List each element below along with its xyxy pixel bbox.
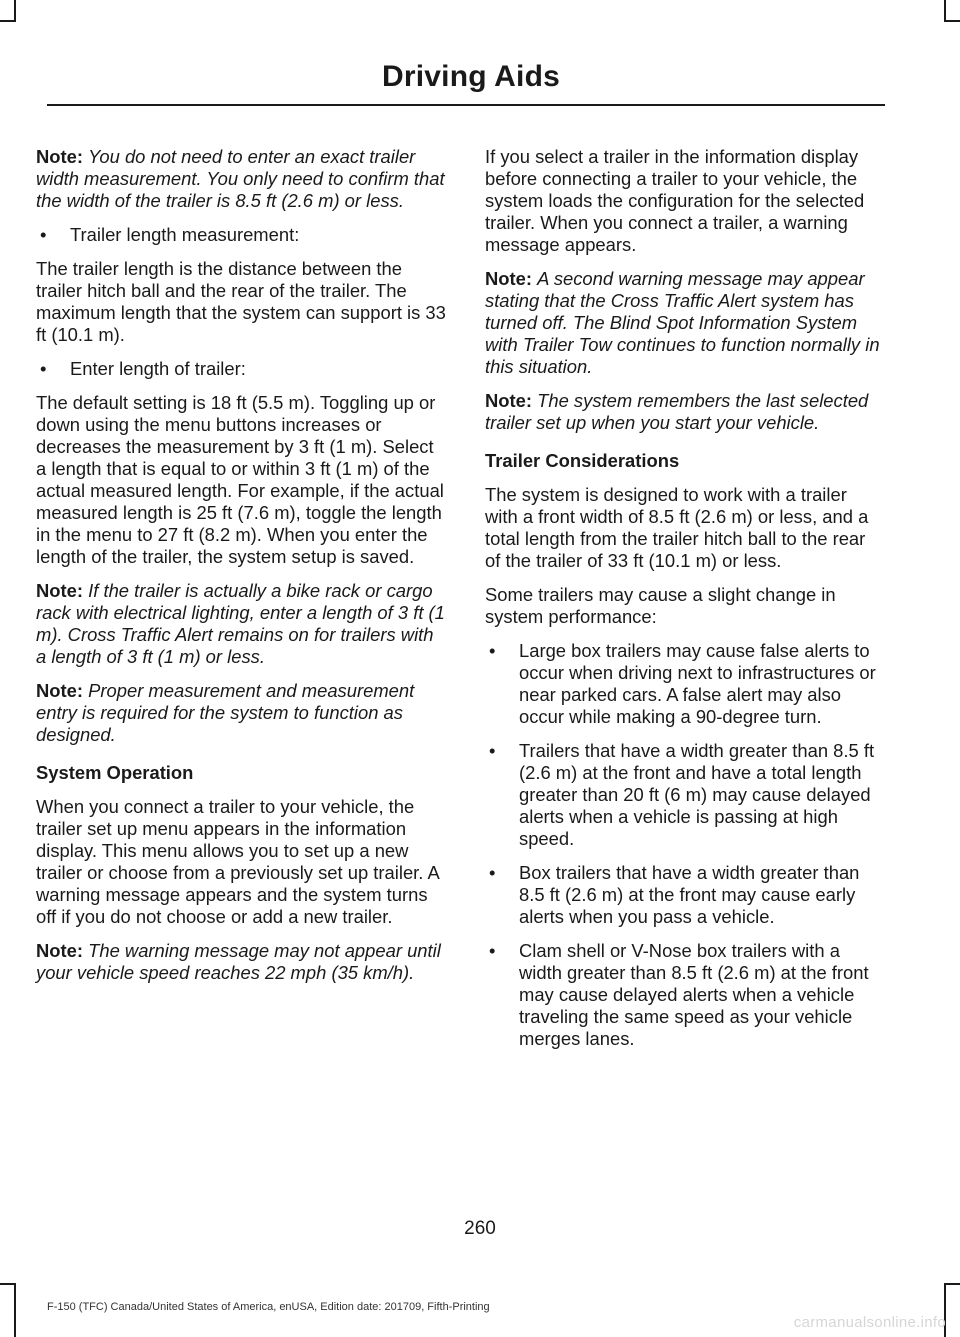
note-text: You do not need to enter an exact trailer width measurement. You only need to confirm that the width of the trailer is 8.5 ft (2.6 m) or less. <box>36 146 445 211</box>
crop-mark-top-left-h <box>0 20 16 22</box>
list-item-text: Trailers that have a width greater than 8.5 ft (2.6 m) at the front and have a total length greater than 20 ft (6 m) may cause delayed alerts when a vehicle is passing at high speed. <box>519 740 875 849</box>
bullet-glyph: • <box>489 940 496 961</box>
list-item <box>485 862 881 928</box>
note-label: Note: <box>36 940 83 961</box>
paragraph-trailer-length: The trailer length is the distance between the trailer hitch ball and the rear of the trailer. The maximum length that the system can support is 33 ft (10.1 m). <box>36 258 446 345</box>
paragraph-select-trailer: If you select a trailer in the information display before connecting a trailer to your vehicle, the system loads the configuration for the selected trailer. When you connect a trailer, a warning message appears. <box>485 146 865 255</box>
bullet-glyph: • <box>40 224 47 245</box>
bullet-glyph: • <box>489 640 496 661</box>
paragraph-system-operation: When you connect a trailer to your vehicle, the trailer set up menu appears in the information display. This menu allows you to set up a new trailer or choose from a previously set up trailer. A warning message appears and the system turns off if you do not choose or add a new trailer. <box>36 796 439 927</box>
bullet-glyph: • <box>489 740 496 761</box>
note-text: A second warning message may appear stating that the Cross Traffic Alert system has turned off. The Blind Spot Information System with Trailer Tow continues to function normally in this situation. <box>485 268 880 377</box>
page-number: 260 <box>464 1218 496 1239</box>
paragraph-default-setting: The default setting is 18 ft (5.5 m). Toggling up or down using the menu buttons increases or decreases the measurement by 3 ft (1 m). Select a length that is equal to or within 3 ft (1 m) of the actual measured length. For example, if the actual measured length is 25 ft (7.6 m), toggle the length in the menu to 27 ft (8.2 m). When you enter the length of the trailer, the system setup is saved. <box>36 392 444 567</box>
note-text: Proper measurement and measurement entry is required for the system to function as designed. <box>36 680 415 745</box>
list-item <box>485 940 881 1050</box>
footer-edition-info: F-150 (TFC) Canada/United States of America, enUSA, Edition date: 201709, Fifth-Printing <box>47 1301 490 1313</box>
bullet-glyph: • <box>489 862 496 883</box>
note-label: Note: <box>36 680 83 701</box>
note-label: Note: <box>36 146 83 167</box>
note-warning-speed <box>36 940 448 984</box>
list-item <box>485 740 881 850</box>
note-text: If the trailer is actually a bike rack or cargo rack with electrical lighting, enter a length of 3 ft (1 m). Cross Traffic Alert remains on for trailers with a length of 3 ft (1 m) or less. <box>36 580 445 667</box>
list-item-text: Trailer length measurement: <box>70 224 300 245</box>
list-item-text: Clam shell or V-Nose box trailers with a width greater than 8.5 ft (2.6 m) at the front may cause delayed alerts when a vehicle traveling the same speed as your vehicle merges lanes. <box>519 940 869 1049</box>
note-proper-measurement <box>36 680 448 746</box>
list-item-text: Large box trailers may cause false alerts to occur when driving next to infrastructures or near parked cars. A false alert may also occur while making a 90-degree turn. <box>519 640 876 727</box>
note-remembers-trailer <box>485 390 881 434</box>
note-bike-rack <box>36 580 448 668</box>
note-label: Note: <box>485 268 532 289</box>
note-second-warning <box>485 268 881 378</box>
crop-mark-bottom-left-h <box>0 1283 16 1285</box>
note-text: The system remembers the last selected trailer set up when you start your vehicle. <box>485 390 869 433</box>
list-item-text: Box trailers that have a width greater than 8.5 ft (2.6 m) at the front may cause early alerts when you pass a vehicle. <box>519 862 860 927</box>
left-column <box>36 146 448 996</box>
paragraph-designed-for: The system is designed to work with a trailer with a front width of 8.5 ft (2.6 m) or less, and a total length from the trailer hitch ball to the rear of the trailer of 33 ft (10.1 m) or less. <box>485 484 869 571</box>
crop-mark-bottom-left-v <box>14 1283 16 1337</box>
paragraph-some-trailers: Some trailers may cause a slight change in system performance: <box>485 584 836 627</box>
page-section-title: Driving Aids <box>382 60 560 93</box>
note-text: The warning message may not appear until your vehicle speed reaches 22 mph (35 km/h). <box>36 940 441 983</box>
note-label: Note: <box>36 580 83 601</box>
list-item <box>36 358 448 380</box>
watermark: carmanualsonline.info <box>793 1314 946 1331</box>
crop-mark-top-left-v <box>14 0 16 22</box>
bullet-glyph: • <box>40 358 47 379</box>
list-item <box>485 640 881 728</box>
list-item <box>36 224 448 246</box>
right-column <box>485 146 881 1062</box>
crop-mark-bottom-right-h <box>944 1283 960 1285</box>
crop-mark-top-right-h <box>944 20 960 22</box>
heading-system-operation: System Operation <box>36 762 194 783</box>
header-divider <box>47 104 885 106</box>
note-exact-width <box>36 146 448 212</box>
crop-mark-top-right-v <box>944 0 946 22</box>
list-item-text: Enter length of trailer: <box>70 358 246 379</box>
heading-trailer-considerations: Trailer Considerations <box>485 450 680 471</box>
note-label: Note: <box>485 390 532 411</box>
